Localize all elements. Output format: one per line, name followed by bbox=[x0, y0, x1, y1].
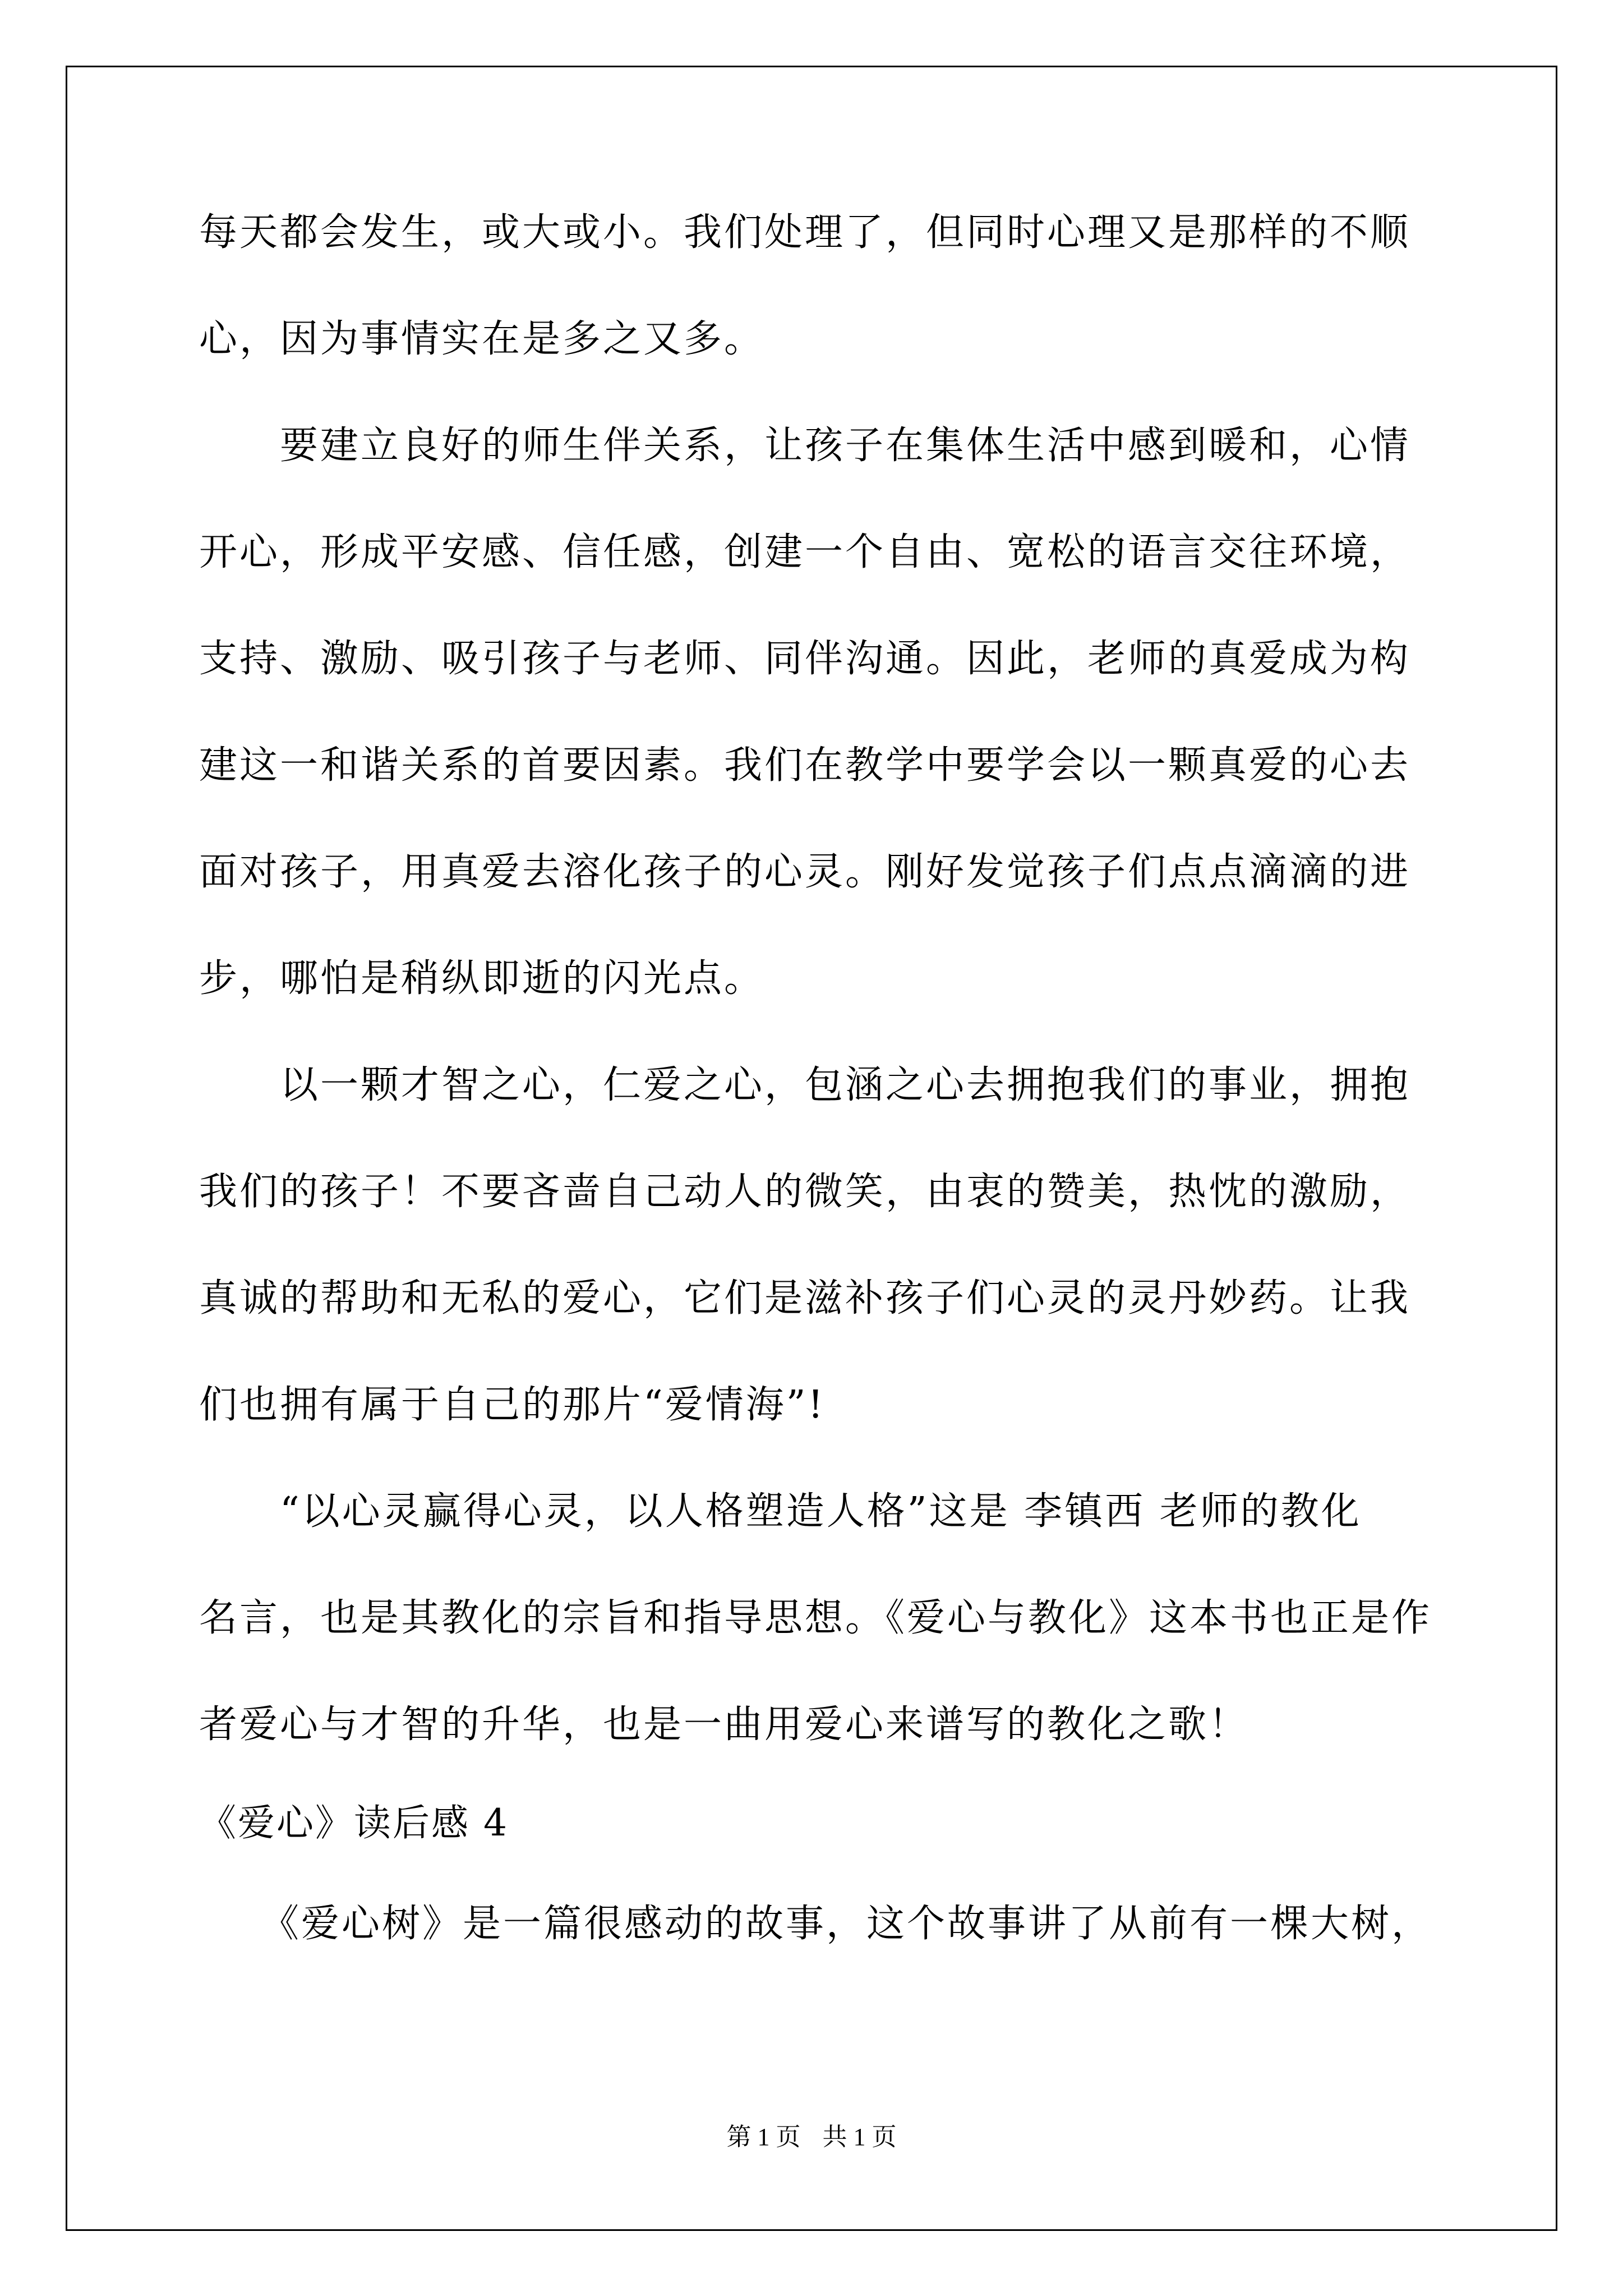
text-line: 我们的孩子！不要吝啬自己动人的微笑，由衷的赞美，热忱的激励， bbox=[199, 1170, 1411, 1214]
text-line: 建这一和谐关系的首要因素。我们在教学中要学会以一颗真爱的心去 bbox=[199, 743, 1411, 788]
page-footer bbox=[0, 2120, 1623, 2154]
text-line: 支持、激励、吸引孩子与老师、同伴沟通。因此，老师的真爱成为构 bbox=[199, 637, 1411, 681]
text-line: 们也拥有属于自己的那片“爱情海”! bbox=[199, 1383, 826, 1427]
text-line: 要建立良好的师生伴关系，让孩子在集体生活中感到暖和，心情 bbox=[199, 424, 1411, 468]
text-line: 以一颗才智之心，仁爱之心，包涵之心去拥抱我们的事业，拥抱 bbox=[199, 1063, 1411, 1107]
page-number: 第 1 页 bbox=[726, 2123, 801, 2151]
text-line: 开心，形成平安感、信任感，创建一个自由、宽松的语言交往环境， bbox=[199, 530, 1411, 574]
page-total: 共 1 页 bbox=[822, 2123, 897, 2151]
text-line: 面对孩子，用真爱去溶化孩子的心灵。刚好发觉孩子们点点滴滴的进 bbox=[199, 850, 1411, 894]
text-line: 名言，也是其教化的宗旨和指导思想。《爱心与教化》这本书也正是作 bbox=[199, 1596, 1432, 1640]
text-line: 者爱心与才智的升华，也是一曲用爱心来谱写的教化之歌！ bbox=[199, 1703, 1249, 1747]
text-line: 每天都会发生，或大或小。我们处理了，但同时心理又是那样的不顺 bbox=[199, 210, 1411, 255]
text-line: 《爱心树》是一篇很感动的故事，这个故事讲了从前有一棵大树， bbox=[199, 1902, 1432, 1946]
section-heading: 《爱心》读后感 4 bbox=[199, 1801, 509, 1844]
text-line: 真诚的帮助和无私的爱心，它们是滋补孩子们心灵的灵丹妙药。让我 bbox=[199, 1276, 1411, 1320]
text-line: 步，哪怕是稍纵即逝的闪光点。 bbox=[199, 956, 765, 1001]
text-line: “以心灵赢得心灵，以人格塑造人格”这是 李镇西 老师的教化 bbox=[199, 1489, 1362, 1534]
text-line: 心，因为事情实在是多之又多。 bbox=[199, 317, 765, 361]
